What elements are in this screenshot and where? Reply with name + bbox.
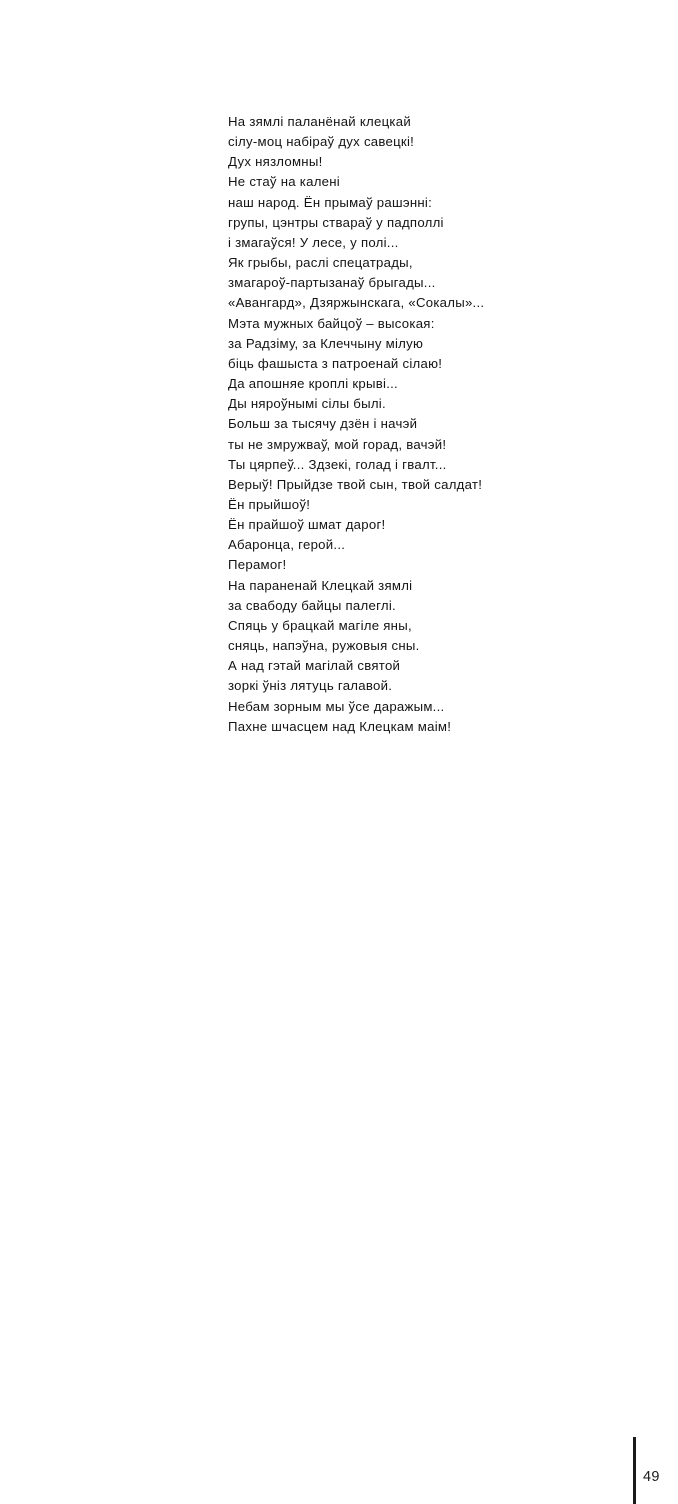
poem-line: «Авангард», Дзяржынскага, «Сокалы»... [228, 295, 485, 311]
poem-line: наш народ. Ён прымаў рашэнні: [228, 194, 433, 210]
poem-body [228, 112, 648, 737]
poem-line: Да апошняе кроплі крыві... [228, 376, 398, 392]
poem-line: Больш за тысячу дзён і начэй [228, 416, 418, 432]
poem-line: Спяць у брацкай магіле яны, [228, 617, 412, 633]
poem-line: за Радзіму, за Клеччыну мілую [228, 335, 424, 351]
footer-rule [633, 1437, 636, 1504]
page-footer [0, 707, 678, 1485]
poem-line: групы, цэнтры ствараў у падполлі [228, 214, 444, 230]
poem-line: Пахне шчасцем над Клецкам маім! [228, 718, 452, 734]
poem-line: А над гэтай магілай святой [228, 658, 401, 674]
poem-line: змагароў-партызанаў брыгады... [228, 275, 436, 291]
poem-line: На зямлі паланёнай клецкай [228, 114, 411, 129]
poem-line: Ён прайшоў шмат дарог! [228, 517, 386, 533]
poem-line: На параненай Клецкай зямлі [228, 577, 413, 593]
page-number: 49 [643, 1469, 660, 1485]
poem-line: Верыў! Прыйдзе твой сын, твой салдат! [228, 476, 483, 492]
poem-line: Ён прыйшоў! [228, 496, 311, 512]
poem-line: Абаронца, герой... [228, 537, 346, 553]
poem-line: зоркі ўніз лятуць галавой. [228, 678, 393, 694]
poem-line: Небам зорным мы ўсе даражым... [228, 698, 445, 714]
poem-line: Не стаў на калені [228, 174, 341, 190]
poem-line: Як грыбы, раслі спецатрады, [228, 255, 413, 271]
poem-line: Мэта мужных байцоў – высокая: [228, 315, 435, 331]
poem-line: ты не змружваў, мой горад, вачэй! [228, 436, 447, 452]
poem-line: біць фашыста з патроенай сілаю! [228, 355, 443, 371]
poem-line: Ты цярпеў... Здзекі, голад і гвалт... [228, 456, 447, 472]
poem-line: Ды няроўнымі сілы былі. [228, 396, 386, 412]
poem-line: сняць, напэўна, ружовыя сны. [228, 638, 420, 654]
poem-line: Дух нязломны! [228, 154, 323, 170]
poem-line: за свабоду байцы палеглі. [228, 597, 396, 613]
poem-line: Перамог! [228, 557, 287, 573]
poem-line: і змагаўся! У лесе, у полі... [228, 234, 399, 250]
poem-line: сілу-моц набіраў дух савецкі! [228, 134, 415, 150]
